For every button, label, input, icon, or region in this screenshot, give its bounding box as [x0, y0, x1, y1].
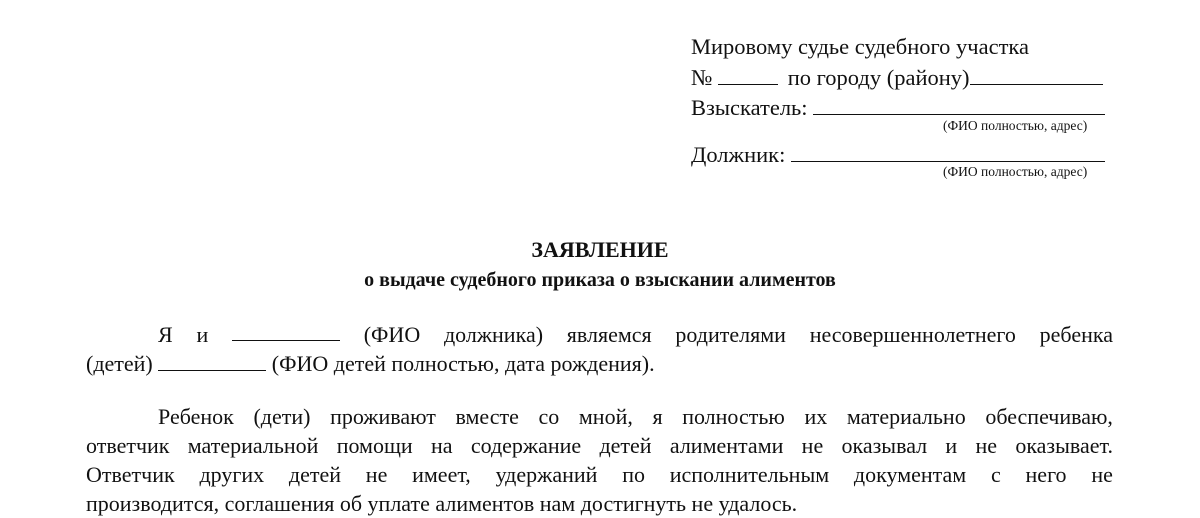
word: детей: [288, 462, 342, 487]
word: не: [801, 433, 824, 458]
word: Ответчик: [86, 462, 175, 487]
text: (ФИО детей полностью, дата рождения).: [271, 351, 655, 376]
word: материально: [846, 404, 966, 429]
word: Ребенок: [158, 404, 234, 429]
court-number-line: [691, 62, 1103, 93]
word: родителями: [675, 322, 786, 347]
word: оказывал: [841, 433, 928, 458]
word: других: [199, 462, 265, 487]
word: их: [804, 404, 828, 429]
paragraph-circumstances-line-4: [86, 489, 1113, 518]
word: на: [430, 433, 453, 458]
word: помощи: [336, 433, 413, 458]
addressee-line: [691, 32, 1029, 62]
debtor-blank[interactable]: [791, 139, 1105, 162]
word: оказывает.: [1015, 433, 1113, 458]
claimant-blank[interactable]: [813, 92, 1105, 115]
word: Я: [158, 322, 173, 347]
word: проживают: [330, 404, 436, 429]
document-title: ЗАЯВЛЕНИЕ: [531, 237, 669, 262]
claimant-hint: (ФИО полностью, адрес): [943, 118, 1088, 133]
debtor-hint: (ФИО полностью, адрес): [943, 164, 1088, 179]
paragraph-parents-line-2: [86, 349, 1113, 378]
word: не: [1091, 462, 1113, 487]
word: алиментами: [669, 433, 784, 458]
word: вместе: [455, 404, 519, 429]
word: него: [1025, 462, 1067, 487]
word: имеет,: [412, 462, 471, 487]
word: со: [538, 404, 560, 429]
word: и: [196, 322, 209, 347]
word: (дети): [253, 404, 311, 429]
word: и: [945, 433, 958, 458]
paragraph-circumstances-line-2: [86, 431, 1113, 460]
word: удержаний: [495, 462, 598, 487]
word: содержание: [470, 433, 582, 458]
word: с: [991, 462, 1001, 487]
word: я: [652, 404, 663, 429]
word: являемся: [566, 322, 652, 347]
text: производится, соглашения об уплате алиментов нам достигнуть не удалось.: [86, 491, 798, 516]
city-text: по городу (району): [787, 65, 970, 90]
city-blank[interactable]: [970, 62, 1103, 85]
paragraph-circumstances-line-3: [86, 460, 1113, 489]
word: материальной: [187, 433, 319, 458]
paragraph-parents: [86, 320, 1113, 378]
word: должника): [443, 322, 544, 347]
word: (детей): [86, 351, 153, 376]
word: ребенка: [1039, 322, 1113, 347]
debtor-name-blank[interactable]: [232, 320, 340, 341]
paragraph-parents-line-1: [86, 320, 1113, 349]
paragraph-circumstances: [86, 402, 1113, 518]
word: не: [365, 462, 388, 487]
claimant-label: Взыскатель:: [691, 95, 808, 120]
word: мной,: [578, 404, 633, 429]
word: несовершеннолетнего: [809, 322, 1016, 347]
word: (ФИО: [363, 322, 421, 347]
word: исполнительным: [669, 462, 830, 487]
debtor-label: Должник:: [691, 142, 786, 167]
children-name-blank[interactable]: [158, 350, 266, 371]
court-number-blank[interactable]: [718, 62, 778, 85]
word: обеспечиваю,: [985, 404, 1113, 429]
word: документам: [853, 462, 967, 487]
paragraph-circumstances-line-1: [86, 402, 1113, 431]
word: не: [975, 433, 998, 458]
word: ответчик: [86, 433, 170, 458]
addressee-text: Мировому судье судебного участка: [691, 34, 1029, 59]
word: детей: [599, 433, 652, 458]
word: по: [622, 462, 645, 487]
number-sign: №: [691, 65, 713, 90]
word: полностью: [682, 404, 785, 429]
document-subtitle: о выдаче судебного приказа о взыскании алиментов: [364, 269, 836, 291]
